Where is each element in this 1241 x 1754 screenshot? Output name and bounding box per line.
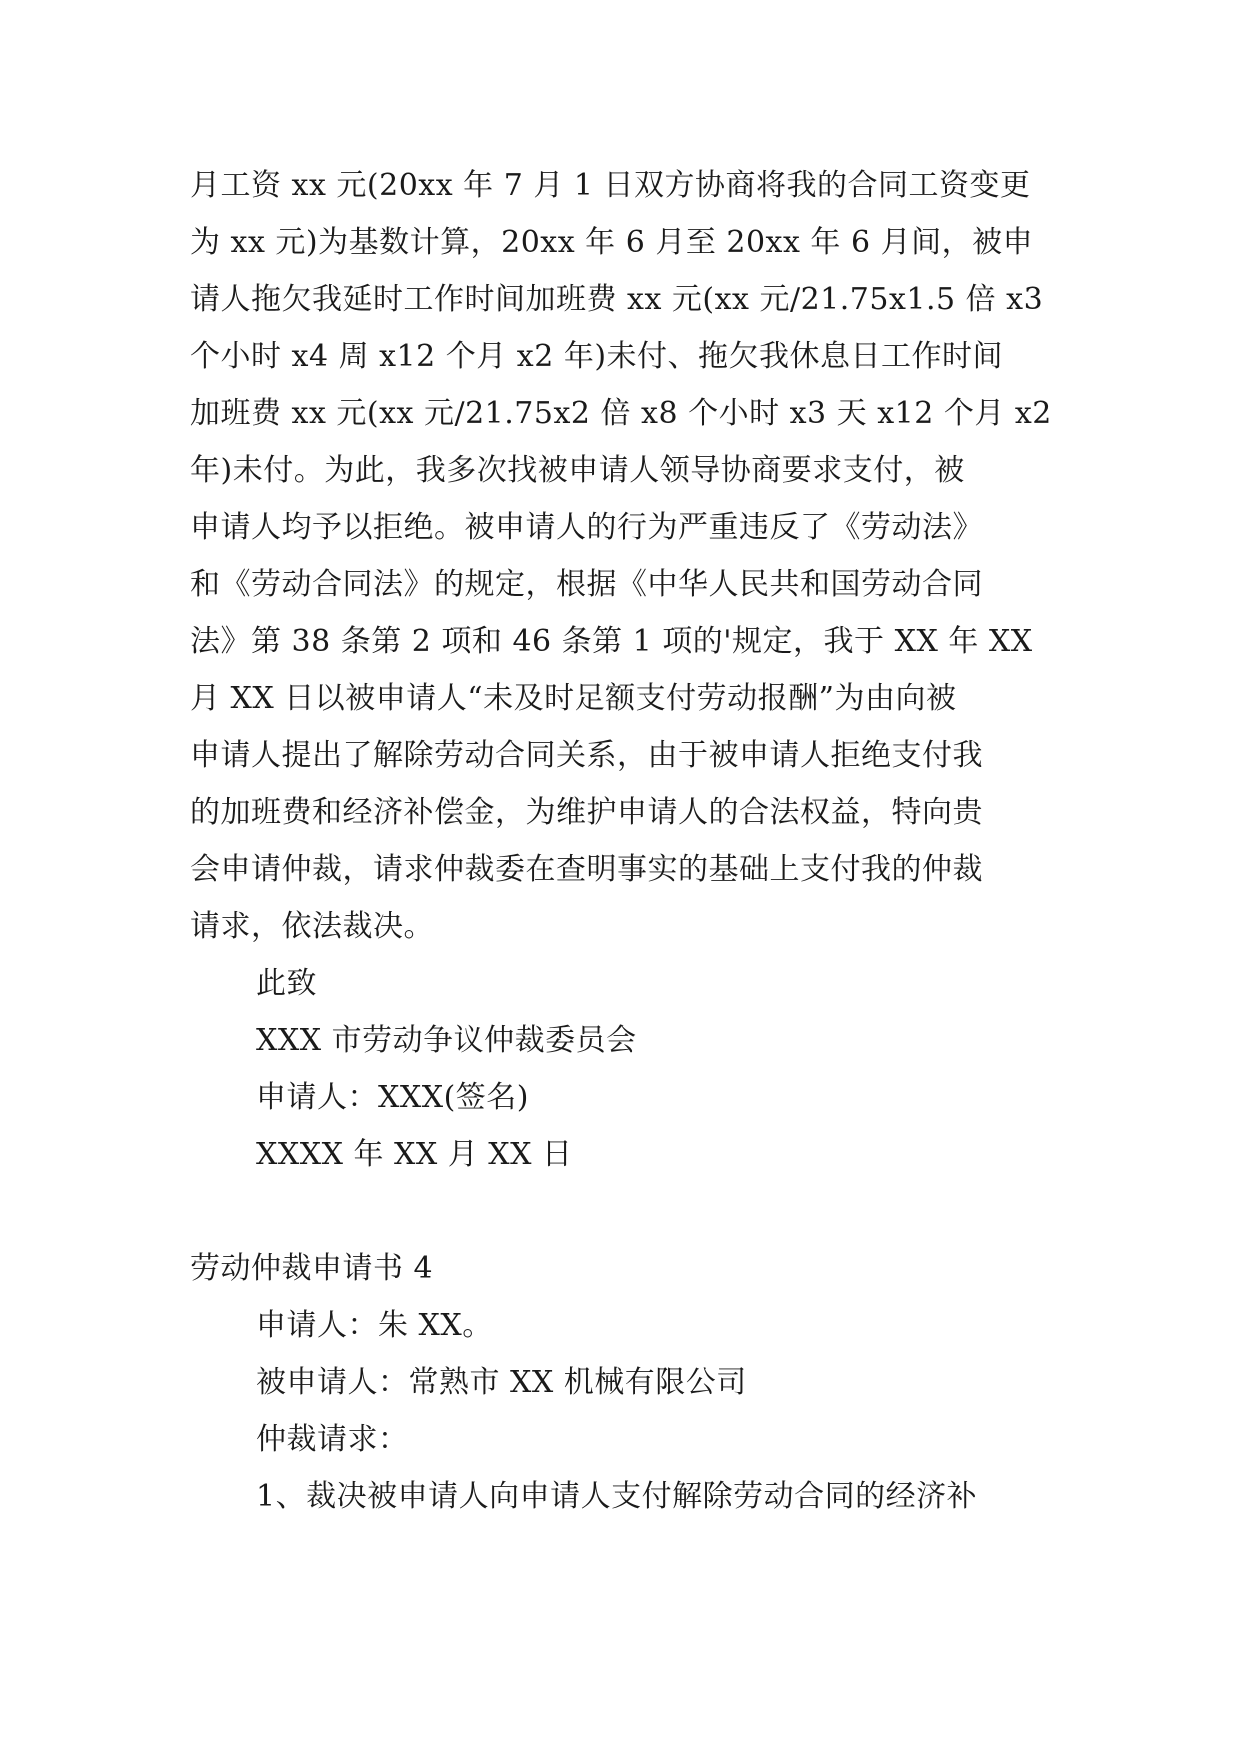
body-line: 申请人提出了解除劳动合同关系，由于被申请人拒绝支付我 [190,738,983,773]
section-title: 劳动仲裁申请书 4 [190,1251,434,1286]
closing-applicant-signature: 申请人：XXX(签名) [256,1080,529,1115]
body-line: 请求，依法裁决。 [190,909,434,944]
body-line: 法》第 38 条第 2 项和 46 条第 1 项的'规定，我于 XX 年 XX [190,624,1033,659]
body-line: 的加班费和经济补偿金，为维护申请人的合法权益，特向贵 [190,795,983,830]
body-line: 会申请仲裁，请求仲裁委在查明事实的基础上支付我的仲裁 [190,852,983,887]
body-line: 加班费 xx 元(xx 元/21.75x2 倍 x8 个小时 x3 天 x12 个月 x2 [190,396,1052,431]
closing-date: XXXX 年 XX 月 XX 日 [256,1137,573,1172]
body-line: 年)未付。为此，我多次找被申请人领导协商要求支付，被 [190,453,965,488]
body-line: 个小时 x4 周 x12 个月 x2 年)未付、拖欠我休息日工作时间 [190,339,1004,374]
section-applicant: 申请人：朱 XX。 [256,1308,493,1343]
closing-recipient: XXX 市劳动争议仲裁委员会 [256,1023,637,1058]
closing-salutation: 此致 [256,966,317,1001]
body-line: 月工资 xx 元(20xx 年 7 月 1 日双方协商将我的合同工资变更 [190,168,1031,203]
body-line: 月 XX 日以被申请人“未及时足额支付劳动报酬”为由向被 [190,681,957,716]
section-requests-heading: 仲裁请求： [256,1422,409,1457]
body-line: 申请人均予以拒绝。被申请人的行为严重违反了《劳动法》 [190,510,983,545]
body-line: 为 xx 元)为基数计算，20xx 年 6 月至 20xx 年 6 月间，被申 [190,225,1034,260]
body-line: 和《劳动合同法》的规定，根据《中华人民共和国劳动合同 [190,567,983,602]
body-line: 请人拖欠我延时工作时间加班费 xx 元(xx 元/21.75x1.5 倍 x3 [190,282,1044,317]
section-request-item: 1、裁决被申请人向申请人支付解除劳动合同的经济补 [256,1479,978,1514]
section-respondent: 被申请人：常熟市 XX 机械有限公司 [256,1365,747,1400]
